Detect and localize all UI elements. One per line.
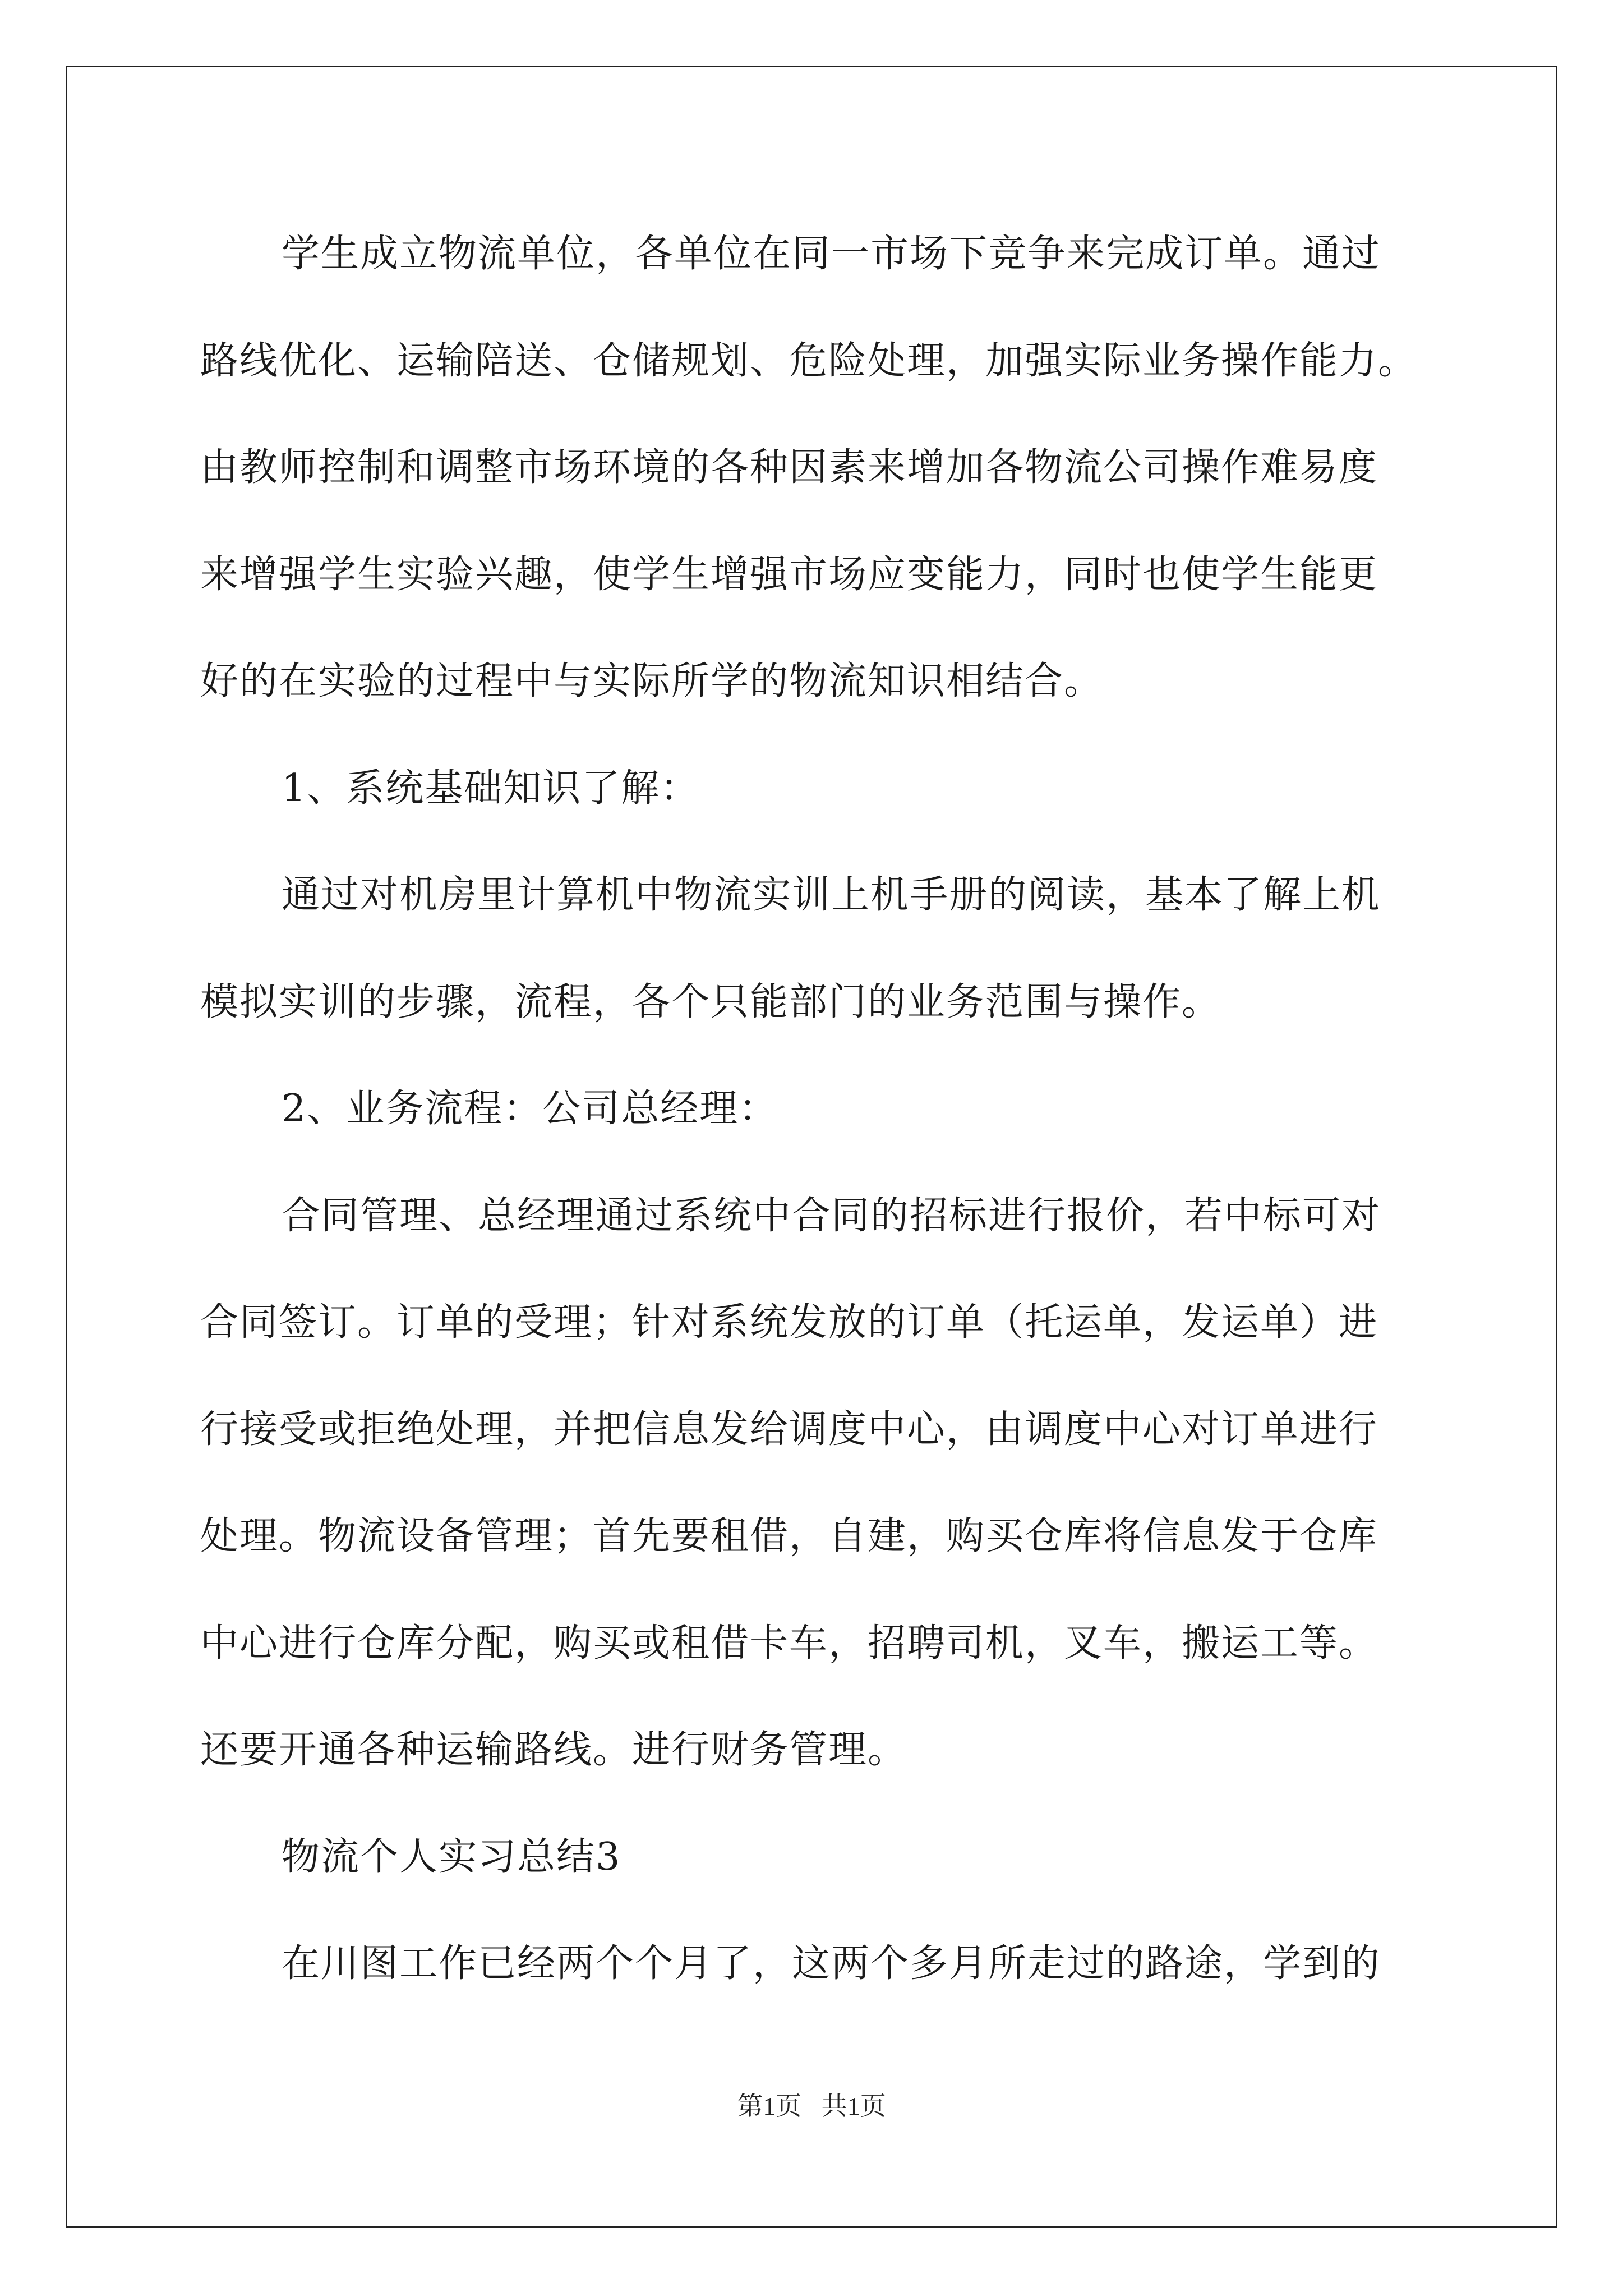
text-line: 合同管理、总经理通过系统中合同的招标进行报价，若中标可对 bbox=[282, 1194, 1381, 1238]
page-footer bbox=[0, 2090, 1623, 2123]
text-line: 处理。物流设备管理；首先要租借，自建，购买仓库将信息发于仓库 bbox=[200, 1514, 1378, 1558]
text-line: 2、业务流程：公司总经理： bbox=[282, 1087, 778, 1131]
page-border bbox=[66, 66, 1557, 2228]
text-line: 模拟实训的步骤，流程，各个只能部门的业务范围与操作。 bbox=[200, 980, 1221, 1024]
text-line: 中心进行仓库分配，购买或租借卡车，招聘司机，叉车，搬运工等。 bbox=[200, 1621, 1378, 1665]
page-total: 共1页 bbox=[821, 2092, 886, 2120]
text-line: 好的在实验的过程中与实际所学的物流知识相结合。 bbox=[200, 659, 1104, 703]
text-line: 在川图工作已经两个个月了，这两个多月所走过的路途，学到的 bbox=[282, 1941, 1381, 1986]
text-line: 通过对机房里计算机中物流实训上机手册的阅读，基本了解上机 bbox=[282, 873, 1381, 917]
text-line: 行接受或拒绝处理，并把信息发给调度中心，由调度中心对订单进行 bbox=[200, 1407, 1378, 1452]
text-line: 来增强学生实验兴趣，使学生增强市场应变能力，同时也使学生能更 bbox=[200, 553, 1378, 597]
text-line: 还要开通各种运输路线。进行财务管理。 bbox=[200, 1728, 907, 1772]
text-line: 学生成立物流单位，各单位在同一市场下竞争来完成订单。通过 bbox=[282, 232, 1381, 276]
text-line: 合同签订。订单的受理；针对系统发放的订单（托运单，发运单）进 bbox=[200, 1300, 1378, 1345]
text-line: 由教师控制和调整市场环境的各种因素来增加各物流公司操作难易度 bbox=[200, 445, 1378, 490]
text-line: 物流个人实习总结3 bbox=[282, 1835, 621, 1879]
page-number: 第1页 bbox=[737, 2092, 802, 2120]
text-line: 路线优化、运输陪送、仓储规划、危险处理，加强实际业务操作能力。 bbox=[200, 339, 1418, 383]
text-line: 1、系统基础知识了解： bbox=[282, 766, 700, 811]
